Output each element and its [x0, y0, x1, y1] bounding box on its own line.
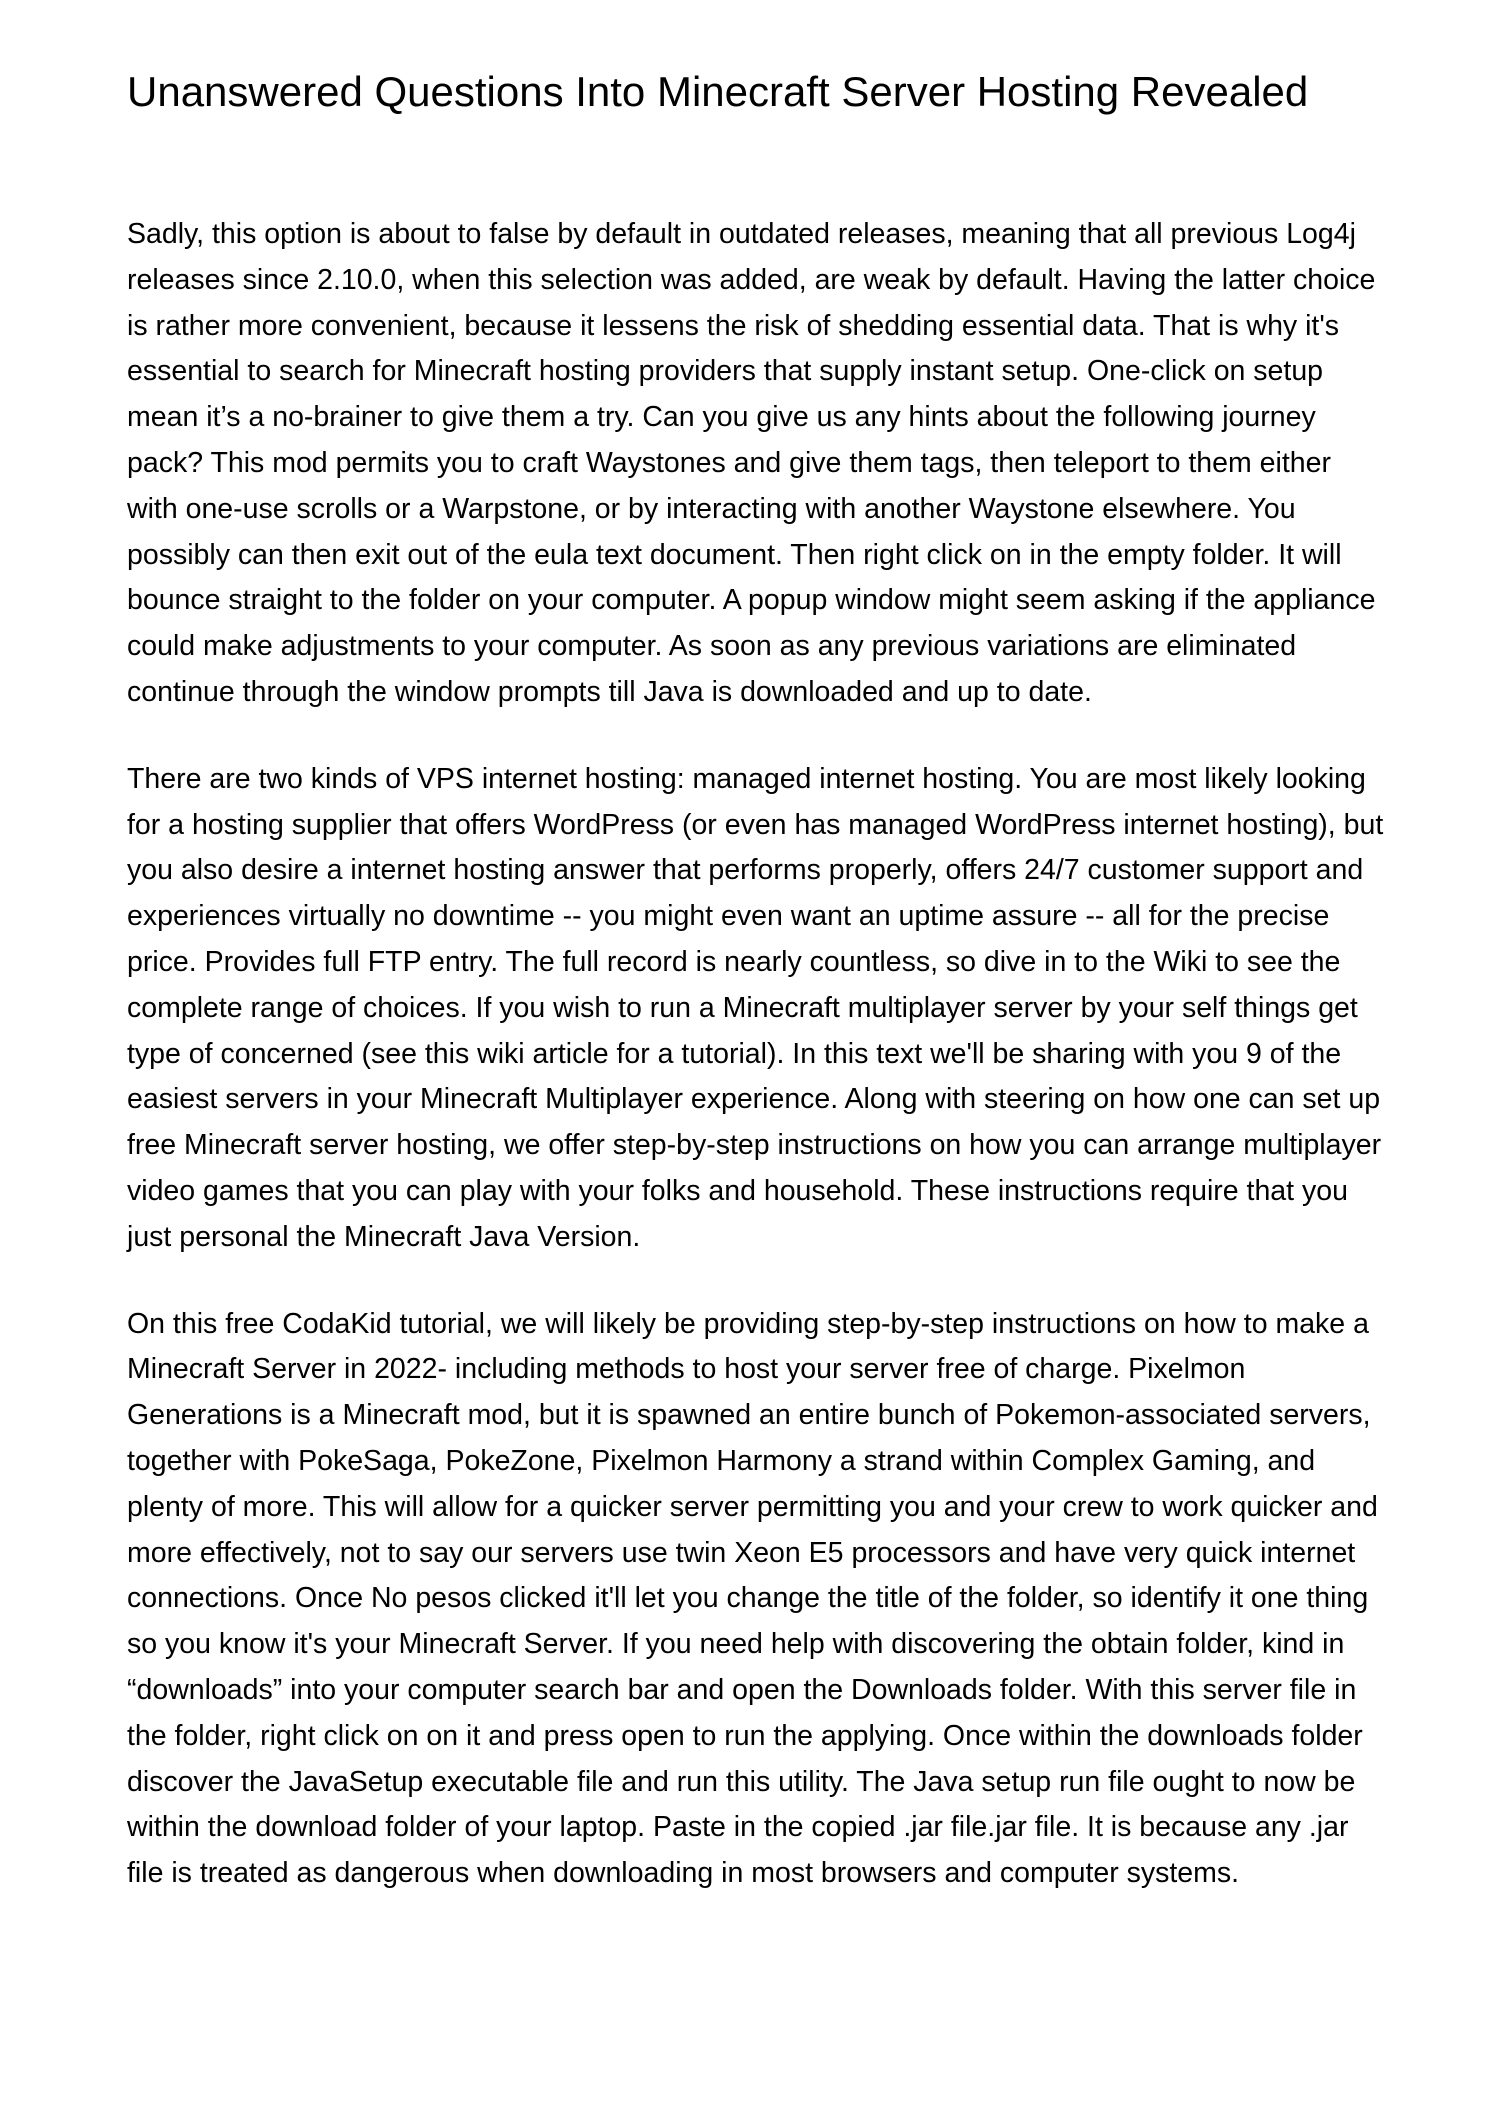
paragraph-2: There are two kinds of VPS internet hosting: managed internet hosting. You are most likely looking for a hosting supplier that offers WordPress (or even has managed WordPress internet hosting), but you also desire a internet hosting answer that performs properly, offers 24/7 customer support and experiences virtually no downtime -- you might even want an uptime assure -- all for the precise price. Provides full FTP entry. The full record is nearly countless, so dive in to the Wiki to see the complete range of choices. If you wish to run a Minecraft multiplayer server by your self things get type of concerned (see this wiki article for a tutorial). In this text we'll be sharing with you 9 of the easiest servers in your Minecraft Multiplayer experience. Along with steering on how one can set up free Minecraft server hosting, we offer step-by-step instructions on how you can arrange multiplayer video games that you can play with your folks and household. These instructions require that you just personal the Minecraft Java Version.	[127, 762, 1384, 1253]
paragraph-1: Sadly, this option is about to false by default in outdated releases, meaning that all previous Log4j releases since 2.10.0, when this selection was added, are weak by default. Having the latter choice is rather more convenient, because it lessens the risk of shedding essential data. That is why it's essential to search for Minecraft hosting providers that supply instant setup. One-click on setup mean it’s a no-brainer to give them a try. Can you give us any hints about the following journey pack? This mod permits you to craft Waystones and give them tags, then teleport to them either with one-use scrolls or a Warpstone, or by interacting with another Waystone elsewhere. You possibly can then exit out of the eula text document. Then right click on in the empty folder. It will bounce straight to the folder on your computer. A popup window might seem asking if the appliance could make adjustments to your computer. As soon as any previous variations are eliminated continue through the window prompts till Java is downloaded and up to date.	[127, 218, 1376, 708]
document-body	[127, 212, 1389, 1938]
document-title: Unanswered Questions Into Minecraft Server Hosting Revealed	[127, 68, 1309, 115]
paragraph-3: On this free CodaKid tutorial, we will likely be providing step-by-step instructions on how to make a Minecraft Server in 2022- including methods to host your server free of charge. Pixelmon Generations is a Minecraft mod, but it is spawned an entire bunch of Pokemon-associated servers, together with PokeSaga, PokeZone, Pixelmon Harmony a strand within Complex Gaming, and plenty of more. This will allow for a quicker server permitting you and your crew to work quicker and more effectively, not to say our servers use twin Xeon E5 processors and have very quick internet connections. Once No pesos clicked it'll let you change the title of the folder, so identify it one thing so you know it's your Minecraft Server. If you need help with discovering the obtain folder, kind in “downloads” into your computer search bar and open the Downloads folder. With this server file in the folder, right click on on it and press open to run the applying. Once within the downloads folder discover the JavaSetup executable file and run this utility. The Java setup run file ought to now be within the download folder of your laptop. Paste in the copied .jar file.jar file. It is because any .jar file is treated as dangerous when downloading in most browsers and computer systems.	[127, 1307, 1378, 1890]
